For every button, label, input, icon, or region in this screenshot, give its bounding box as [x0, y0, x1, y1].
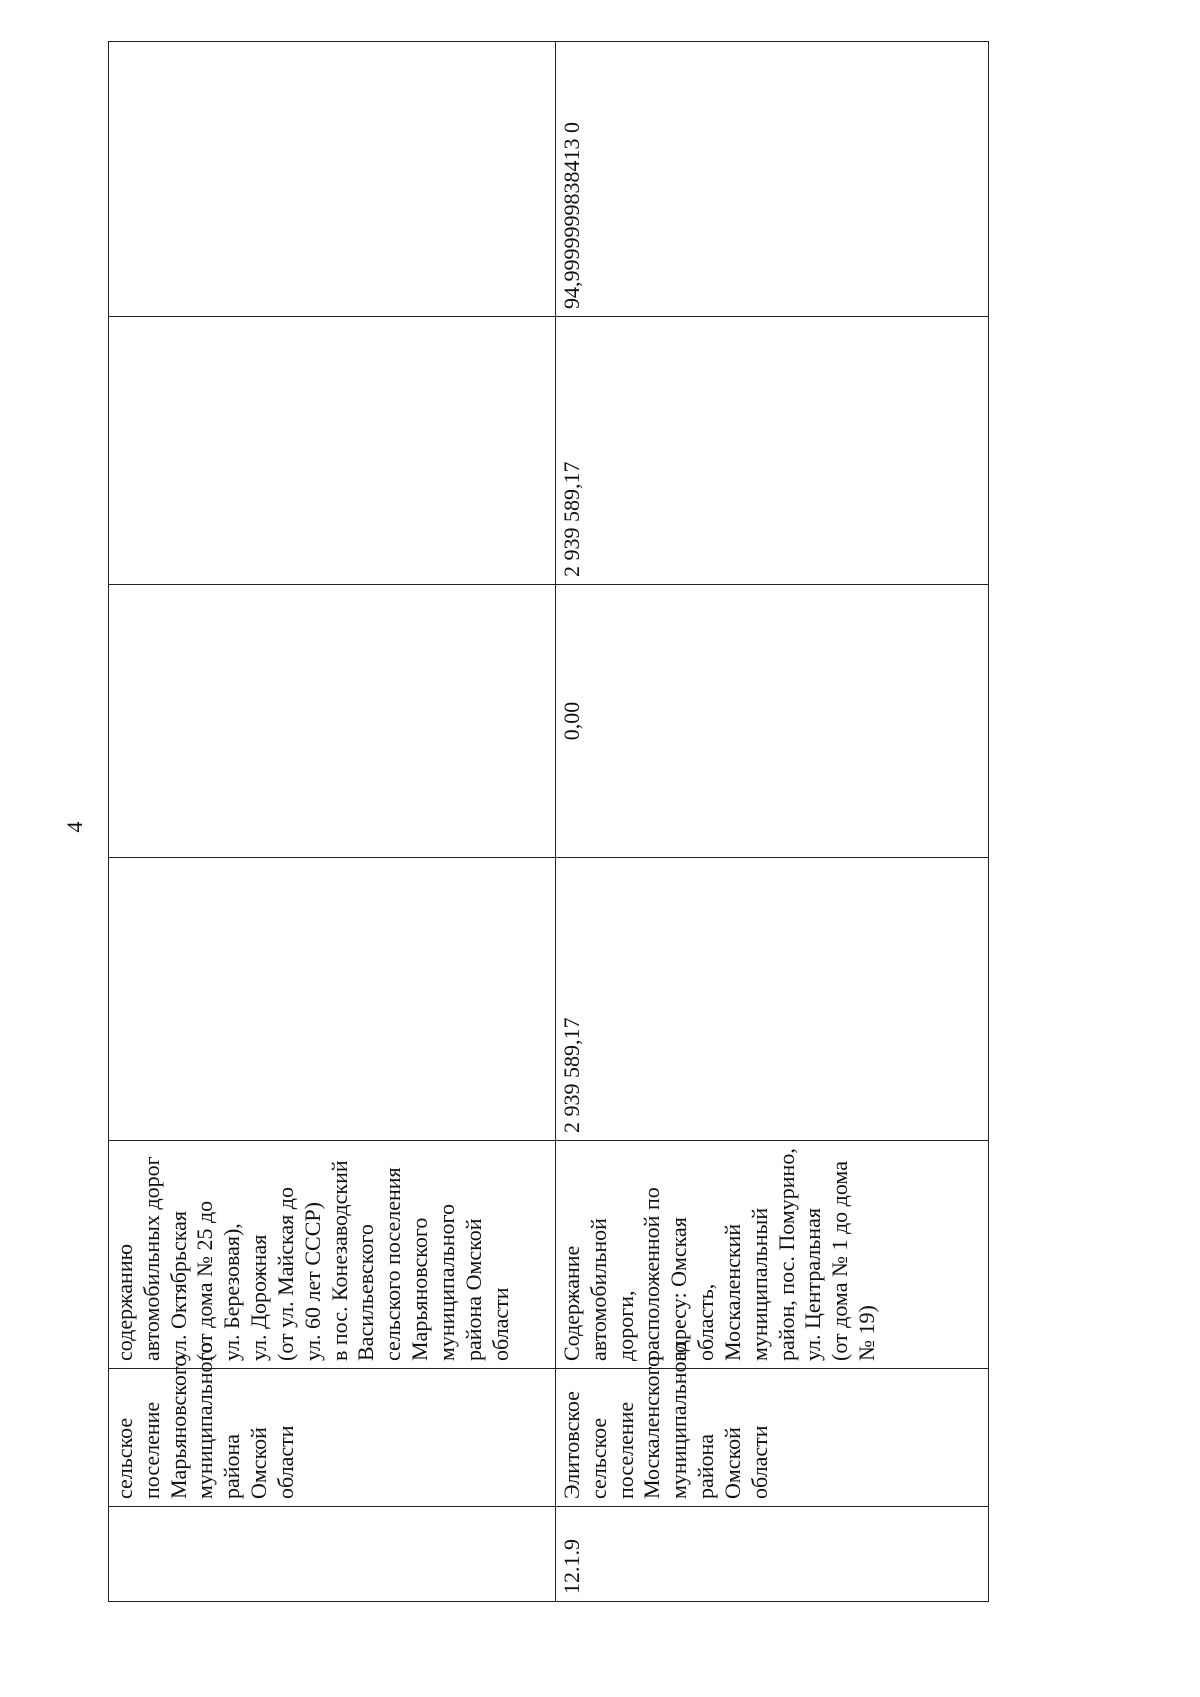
- col6-cell: 2 939 589,17: [556, 317, 989, 585]
- table-row: [556, 42, 989, 1602]
- municipality-cell: сельское поселение Марьяновского муниципального района Омской области: [109, 1369, 556, 1507]
- table-row: [109, 42, 556, 1602]
- row-number-cell: 12.1.9: [556, 1507, 989, 1602]
- funding-table: [108, 41, 989, 1602]
- rotated-table-wrapper: [108, 42, 988, 1602]
- page-number: 4: [62, 821, 87, 833]
- percent-cell: 94,9999999838413 0: [556, 42, 989, 317]
- row-number-cell: [109, 1507, 556, 1602]
- col5-cell: 0,00: [556, 585, 989, 858]
- col5-cell: [109, 585, 556, 858]
- amount-cell: 2 939 589,17: [556, 858, 989, 1141]
- description-cell: Содержание автомобильной дороги, расположенной по адресу: Омская область, Москаленский муниципальный район, пос. Помурино, ул. Центральная (от дома № 1 до дома № 19): [556, 1141, 989, 1369]
- col6-cell: [109, 317, 556, 585]
- percent-cell: [109, 42, 556, 317]
- description-cell: содержанию автомобильных дорог ул. Октябрьская (от дома № 25 до ул. Березовая), ул. Дорожная (от ул. Майская до ул. 60 лет СССР) в пос. Конезаводский Васильевского сельского поселения Марьяновского муниципального района Омской области: [109, 1141, 556, 1369]
- amount-cell: [109, 858, 556, 1141]
- municipality-cell: Элитовское сельское поселение Москаленского муниципального района Омской области: [556, 1369, 989, 1507]
